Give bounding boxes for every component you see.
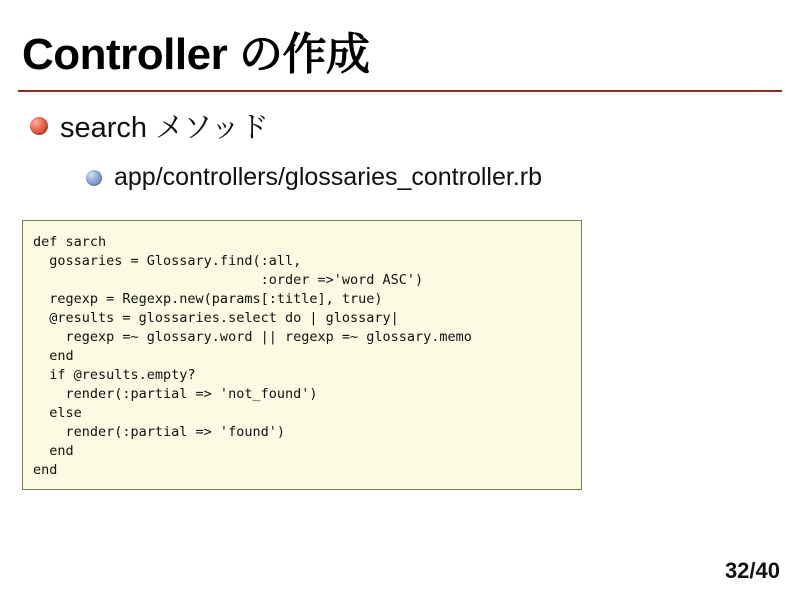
red-bullet-icon [30, 117, 48, 135]
bullet-level1 [30, 105, 269, 146]
bullet-level2-label: app/controllers/glossaries_controller.rb [114, 163, 542, 191]
code-block [22, 220, 582, 490]
bullet-level1-label: search メソッド [60, 112, 269, 144]
bullet-level2 [86, 163, 542, 192]
code-text: def sarch gossaries = Glossary.find(:all, :order =>'word ASC') regexp = Regexp.new(params[:title], true) @results = glossaries.select do | glossary| regexp =~ glossary.word || regexp =~ glossary.memo end if @results.empty? render(:partial => 'not_found') else render(:partial => 'found') end end [33, 234, 472, 478]
page-title: Controller の作成 [22, 30, 370, 79]
page-number: 32/40 [724, 558, 780, 583]
blue-bullet-icon [86, 170, 102, 186]
title-divider [18, 90, 782, 92]
